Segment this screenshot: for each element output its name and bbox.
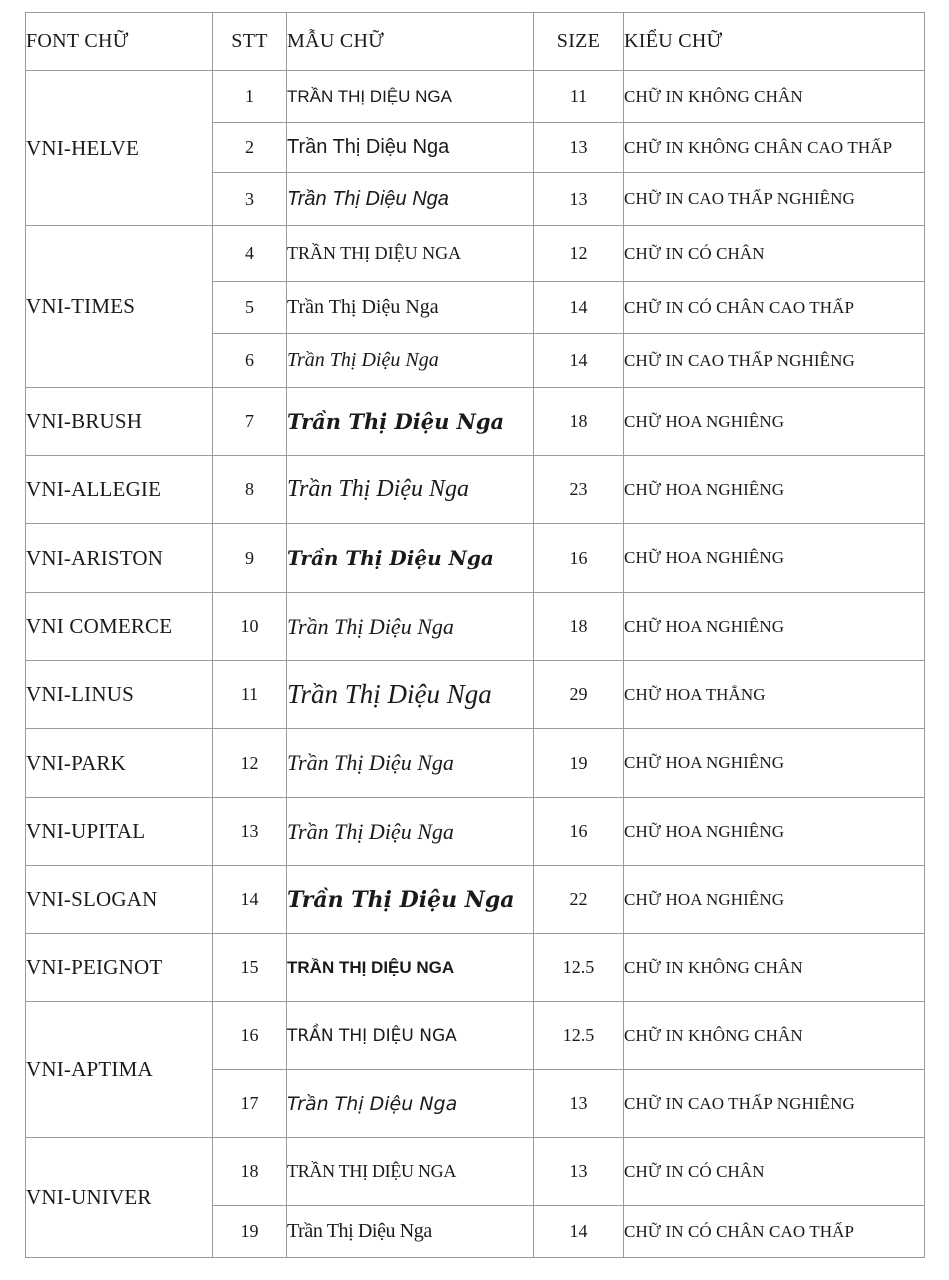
header-stt: STT xyxy=(213,13,287,71)
sample-text: TRẦN THỊ DIỆU NGA xyxy=(287,243,462,263)
sample-cell xyxy=(287,388,534,456)
table-row xyxy=(26,456,925,524)
sample-text: Trần Thị Diệu Nga xyxy=(287,818,454,844)
sample-text: Trần Thị Diệu Nga xyxy=(287,136,450,158)
style-cell: CHỮ IN CÓ CHÂN xyxy=(624,226,925,282)
sample-text: TRẦN THỊ DIỆU NGA xyxy=(287,1161,457,1181)
font-sample-table xyxy=(25,12,925,1258)
table-header-row xyxy=(26,13,925,71)
sample-cell xyxy=(287,173,534,226)
font-name-cell: VNI COMERCE xyxy=(26,593,213,661)
sample-cell xyxy=(287,524,534,593)
stt-cell: 12 xyxy=(213,729,287,798)
style-cell: CHỮ IN KHÔNG CHÂN xyxy=(624,934,925,1002)
font-name-cell: VNI-TIMES xyxy=(26,226,213,388)
sample-cell xyxy=(287,456,534,524)
header-size: SIZE xyxy=(534,13,624,71)
stt-cell: 4 xyxy=(213,226,287,282)
style-cell: CHỮ IN CAO THẤP NGHIÊNG xyxy=(624,334,925,388)
stt-cell: 3 xyxy=(213,173,287,226)
font-name-cell: VNI-HELVE xyxy=(26,71,213,226)
style-cell: CHỮ HOA THẲNG xyxy=(624,661,925,729)
table-row xyxy=(26,226,925,282)
stt-cell: 17 xyxy=(213,1070,287,1138)
header-font: FONT CHỮ xyxy=(26,13,213,71)
font-name-cell: VNI-LINUS xyxy=(26,661,213,729)
stt-cell: 9 xyxy=(213,524,287,593)
size-cell: 13 xyxy=(534,1138,624,1206)
table-row xyxy=(26,934,925,1002)
style-cell: CHỮ IN KHÔNG CHÂN xyxy=(624,1002,925,1070)
sample-cell xyxy=(287,71,534,123)
sample-cell xyxy=(287,934,534,1002)
sample-text: Trần Thị Diệu Nga xyxy=(287,187,449,210)
font-name-cell: VNI-APTIMA xyxy=(26,1002,213,1138)
sample-cell xyxy=(287,729,534,798)
style-cell: CHỮ HOA NGHIÊNG xyxy=(624,593,925,661)
table-row xyxy=(26,798,925,866)
font-name-cell: VNI-SLOGAN xyxy=(26,866,213,934)
table-row xyxy=(26,729,925,798)
sample-cell xyxy=(287,123,534,173)
size-cell: 22 xyxy=(534,866,624,934)
font-name-cell: VNI-UNIVER xyxy=(26,1138,213,1258)
stt-cell: 5 xyxy=(213,282,287,334)
table-row xyxy=(26,1138,925,1206)
stt-cell: 1 xyxy=(213,71,287,123)
style-cell: CHỮ HOA NGHIÊNG xyxy=(624,798,925,866)
sample-text: Trần Thị Diệu Nga xyxy=(287,750,454,775)
stt-cell: 8 xyxy=(213,456,287,524)
sample-cell xyxy=(287,1002,534,1070)
table-row xyxy=(26,388,925,456)
font-name-cell: VNI-PARK xyxy=(26,729,213,798)
style-cell: CHỮ IN CÓ CHÂN CAO THẤP xyxy=(624,1206,925,1258)
sample-text: Trần Thị Diệu Nga xyxy=(287,1092,458,1115)
sample-cell xyxy=(287,798,534,866)
size-cell: 13 xyxy=(534,173,624,226)
sample-cell xyxy=(287,1206,534,1258)
size-cell: 12.5 xyxy=(534,1002,624,1070)
sample-cell xyxy=(287,334,534,388)
sample-text: Trần Thị Diệu Nga xyxy=(287,1220,432,1242)
sample-text: Trần Thị Diệu Nga xyxy=(287,349,439,371)
table-row xyxy=(26,593,925,661)
header-style: KIỂU CHỮ xyxy=(624,13,925,71)
stt-cell: 16 xyxy=(213,1002,287,1070)
style-cell: CHỮ IN KHÔNG CHÂN xyxy=(624,71,925,123)
size-cell: 18 xyxy=(534,593,624,661)
size-cell: 19 xyxy=(534,729,624,798)
table-row xyxy=(26,866,925,934)
style-cell: CHỮ HOA NGHIÊNG xyxy=(624,524,925,593)
size-cell: 16 xyxy=(534,524,624,593)
size-cell: 13 xyxy=(534,123,624,173)
sample-cell xyxy=(287,1138,534,1206)
stt-cell: 19 xyxy=(213,1206,287,1258)
sample-text: Trần Thị Diệu Nga xyxy=(287,613,454,639)
sample-text: Trần Thị Diệu Nga xyxy=(287,886,515,913)
stt-cell: 10 xyxy=(213,593,287,661)
sample-text: Trần Thị Diệu Nga xyxy=(287,296,439,318)
table-row xyxy=(26,661,925,729)
sample-text: TRẦN THỊ DIỆU NGA xyxy=(287,957,455,977)
size-cell: 14 xyxy=(534,282,624,334)
size-cell: 11 xyxy=(534,71,624,123)
font-name-cell: VNI-ARISTON xyxy=(26,524,213,593)
style-cell: CHỮ IN CAO THẤP NGHIÊNG xyxy=(624,1070,925,1138)
sample-text: Trần Thị Diệu Nga xyxy=(287,409,505,434)
stt-cell: 15 xyxy=(213,934,287,1002)
size-cell: 14 xyxy=(534,1206,624,1258)
style-cell: CHỮ HOA NGHIÊNG xyxy=(624,388,925,456)
table-row xyxy=(26,1002,925,1070)
sample-text: Trần Thị Diệu Nga xyxy=(287,476,470,502)
stt-cell: 18 xyxy=(213,1138,287,1206)
sample-cell xyxy=(287,1070,534,1138)
sample-text: Trần Thị Diệu Nga xyxy=(287,546,494,570)
size-cell: 18 xyxy=(534,388,624,456)
sample-cell xyxy=(287,282,534,334)
size-cell: 14 xyxy=(534,334,624,388)
size-cell: 13 xyxy=(534,1070,624,1138)
table-row xyxy=(26,71,925,123)
sample-text: TRẦN THỊ DIỆU NGA xyxy=(287,86,452,106)
stt-cell: 11 xyxy=(213,661,287,729)
stt-cell: 2 xyxy=(213,123,287,173)
header-sample: MẪU CHỮ xyxy=(287,13,534,71)
stt-cell: 14 xyxy=(213,866,287,934)
sample-cell xyxy=(287,226,534,282)
stt-cell: 7 xyxy=(213,388,287,456)
style-cell: CHỮ IN CAO THẤP NGHIÊNG xyxy=(624,173,925,226)
font-name-cell: VNI-ALLEGIE xyxy=(26,456,213,524)
size-cell: 12.5 xyxy=(534,934,624,1002)
style-cell: CHỮ IN KHÔNG CHÂN CAO THẤP xyxy=(624,123,925,173)
sample-text: TRẦN THỊ DIỆU NGA xyxy=(287,1025,457,1046)
stt-cell: 6 xyxy=(213,334,287,388)
font-name-cell: VNI-UPITAL xyxy=(26,798,213,866)
stt-cell: 13 xyxy=(213,798,287,866)
size-cell: 29 xyxy=(534,661,624,729)
size-cell: 16 xyxy=(534,798,624,866)
sample-cell xyxy=(287,661,534,729)
size-cell: 12 xyxy=(534,226,624,282)
style-cell: CHỮ HOA NGHIÊNG xyxy=(624,729,925,798)
table-row xyxy=(26,524,925,593)
sample-cell xyxy=(287,593,534,661)
sample-cell xyxy=(287,866,534,934)
font-name-cell: VNI-BRUSH xyxy=(26,388,213,456)
style-cell: CHỮ HOA NGHIÊNG xyxy=(624,866,925,934)
style-cell: CHỮ IN CÓ CHÂN CAO THẤP xyxy=(624,282,925,334)
size-cell: 23 xyxy=(534,456,624,524)
font-name-cell: VNI-PEIGNOT xyxy=(26,934,213,1002)
style-cell: CHỮ HOA NGHIÊNG xyxy=(624,456,925,524)
style-cell: CHỮ IN CÓ CHÂN xyxy=(624,1138,925,1206)
sample-text: Trần Thị Diệu Nga xyxy=(287,679,492,709)
